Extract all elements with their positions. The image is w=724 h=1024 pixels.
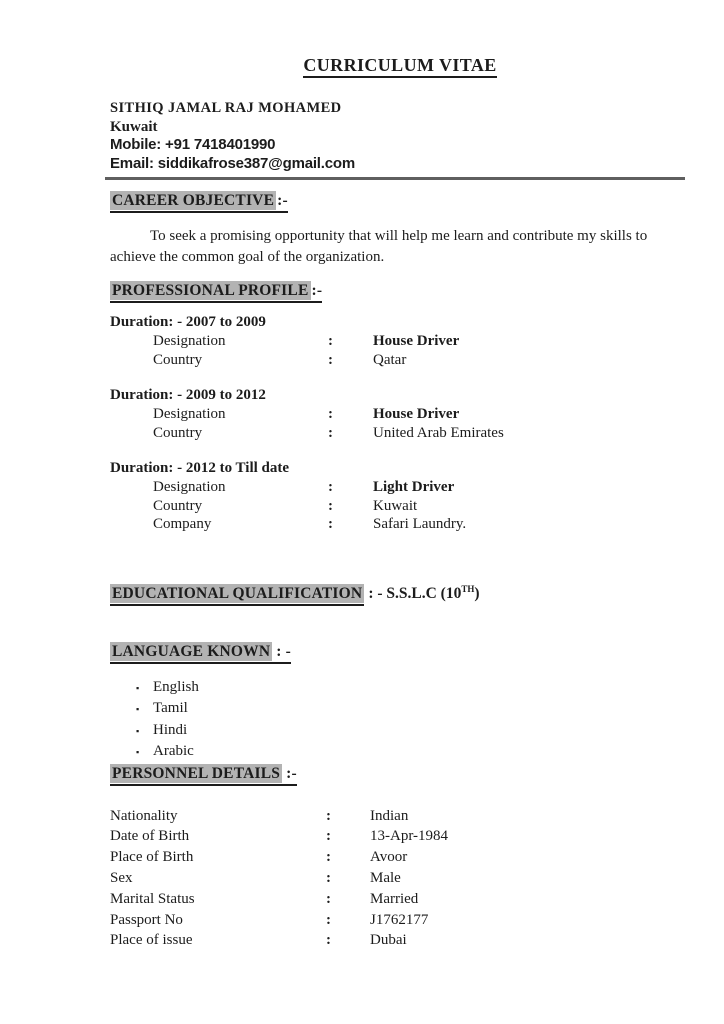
detail-value: Indian xyxy=(370,807,409,824)
table-row xyxy=(110,889,690,910)
professional-profile-heading-text: PROFESSIONAL PROFILE xyxy=(112,282,309,299)
header-divider xyxy=(105,177,685,180)
job-row-value: House Driver xyxy=(373,406,460,422)
colon-separator: : xyxy=(326,870,331,887)
job-row xyxy=(110,405,690,424)
language-list xyxy=(110,677,690,763)
title-row xyxy=(110,0,690,78)
job-row-value: Light Driver xyxy=(373,479,455,495)
job-row-label: Designation xyxy=(153,333,226,349)
colon-separator: : xyxy=(328,516,333,532)
job-duration: Duration: - 2012 to Till date xyxy=(110,460,290,476)
job-duration: Duration: - 2007 to 2009 xyxy=(110,314,266,330)
colon-separator: : xyxy=(326,911,331,928)
detail-label: Place of issue xyxy=(110,932,193,949)
personnel-heading-suffix: :- xyxy=(286,764,297,782)
language-name: Hindi xyxy=(153,721,188,738)
education-heading xyxy=(110,585,364,606)
square-bullet-icon: ▪ xyxy=(136,725,140,736)
education-value-prefix: : - S.S.L.C (10 xyxy=(368,584,462,602)
person-name: SITHIQ JAMAL RAJ MOHAMED xyxy=(110,100,342,116)
professional-profile-heading xyxy=(110,282,322,303)
personnel-heading-text: PERSONNEL DETAILS xyxy=(112,764,281,782)
career-objective-heading-text: CAREER OBJECTIVE xyxy=(112,192,275,209)
job-row-label: Company xyxy=(153,516,212,532)
language-name: English xyxy=(153,678,199,695)
job-entry-1 xyxy=(110,313,690,369)
job-row-label: Designation xyxy=(153,479,226,495)
detail-value: J1762177 xyxy=(370,911,429,928)
job-row xyxy=(110,351,690,370)
colon-separator: : xyxy=(328,406,333,422)
detail-value: Male xyxy=(370,870,401,887)
table-row xyxy=(110,847,690,868)
job-row xyxy=(110,332,690,351)
section-personnel-details xyxy=(110,765,690,786)
detail-label: Date of Birth xyxy=(110,828,190,845)
job-row-value: Qatar xyxy=(373,351,407,368)
language-heading-suffix: : - xyxy=(276,642,292,660)
square-bullet-icon: ▪ xyxy=(136,704,140,715)
language-heading xyxy=(110,643,291,664)
colon-separator: : xyxy=(326,932,331,949)
table-row xyxy=(110,806,690,827)
detail-value: Dubai xyxy=(370,932,407,949)
list-item xyxy=(110,720,690,742)
table-row xyxy=(110,930,690,951)
square-bullet-icon: ▪ xyxy=(136,682,140,693)
page-title: CURRICULUM VITAE xyxy=(303,55,496,78)
colon-separator: : xyxy=(328,333,333,349)
detail-label: Place of Birth xyxy=(110,849,194,866)
job-row xyxy=(110,497,690,516)
job-row-label: Country xyxy=(153,351,203,368)
job-row xyxy=(110,515,690,534)
job-entry-3 xyxy=(110,459,690,534)
email-line: Email: siddikafrose387@gmail.com xyxy=(110,154,355,172)
list-item xyxy=(110,741,690,763)
section-educational-qualification xyxy=(110,584,690,606)
colon-separator: : xyxy=(326,807,331,824)
personnel-heading xyxy=(110,765,297,786)
contact-header xyxy=(110,99,690,173)
education-value-close: ) xyxy=(474,584,480,602)
job-row xyxy=(110,478,690,497)
list-item xyxy=(110,677,690,699)
language-heading-text: LANGUAGE KNOWN xyxy=(112,642,271,660)
list-item xyxy=(110,698,690,720)
detail-label: Sex xyxy=(110,870,133,887)
colon-separator: : xyxy=(326,828,331,845)
table-row xyxy=(110,910,690,931)
detail-label: Passport No xyxy=(110,911,183,928)
detail-value: Married xyxy=(370,890,419,907)
detail-value: Avoor xyxy=(370,849,408,866)
colon-separator: : xyxy=(328,497,333,514)
education-value-superscript: TH xyxy=(461,583,475,594)
colon-separator: : xyxy=(326,849,331,866)
job-row-label: Country xyxy=(153,497,203,514)
job-row-label: Designation xyxy=(153,406,226,422)
square-bullet-icon: ▪ xyxy=(136,747,140,758)
education-value xyxy=(364,585,479,602)
mobile-line: Mobile: +91 7418401990 xyxy=(110,136,276,153)
colon-separator: : xyxy=(328,351,333,368)
table-row xyxy=(110,868,690,889)
detail-label: Marital Status xyxy=(110,890,195,907)
colon-separator: : xyxy=(328,424,333,441)
job-row xyxy=(110,424,690,443)
job-row-value: United Arab Emirates xyxy=(373,424,504,441)
language-name: Arabic xyxy=(153,743,194,760)
job-row-value: Kuwait xyxy=(373,497,418,514)
colon-separator: : xyxy=(326,890,331,907)
language-name: Tamil xyxy=(153,700,188,717)
section-career-objective xyxy=(110,192,690,268)
career-objective-body: To seek a promising opportunity that will help me learn and contribute my skills to achieve the common goal of the organization. xyxy=(110,228,648,265)
detail-label: Nationality xyxy=(110,807,178,824)
detail-value: 13-Apr-1984 xyxy=(370,828,449,845)
personnel-detail-table xyxy=(110,806,690,952)
job-duration: Duration: - 2009 to 2012 xyxy=(110,387,266,403)
colon-separator: : xyxy=(328,479,333,495)
job-row-value: Safari Laundry. xyxy=(373,516,467,532)
job-row-value: House Driver xyxy=(373,333,460,349)
job-row-label: Country xyxy=(153,424,203,441)
section-language-known xyxy=(110,643,690,664)
person-location: Kuwait xyxy=(110,118,158,135)
table-row xyxy=(110,826,690,847)
section-professional-profile xyxy=(110,282,690,534)
career-objective-heading-suffix: :- xyxy=(277,192,288,209)
job-entry-2 xyxy=(110,386,690,442)
education-heading-text: EDUCATIONAL QUALIFICATION xyxy=(112,584,363,602)
cv-content xyxy=(110,0,690,951)
career-objective-heading xyxy=(110,192,288,213)
professional-profile-heading-suffix: :- xyxy=(311,282,323,299)
